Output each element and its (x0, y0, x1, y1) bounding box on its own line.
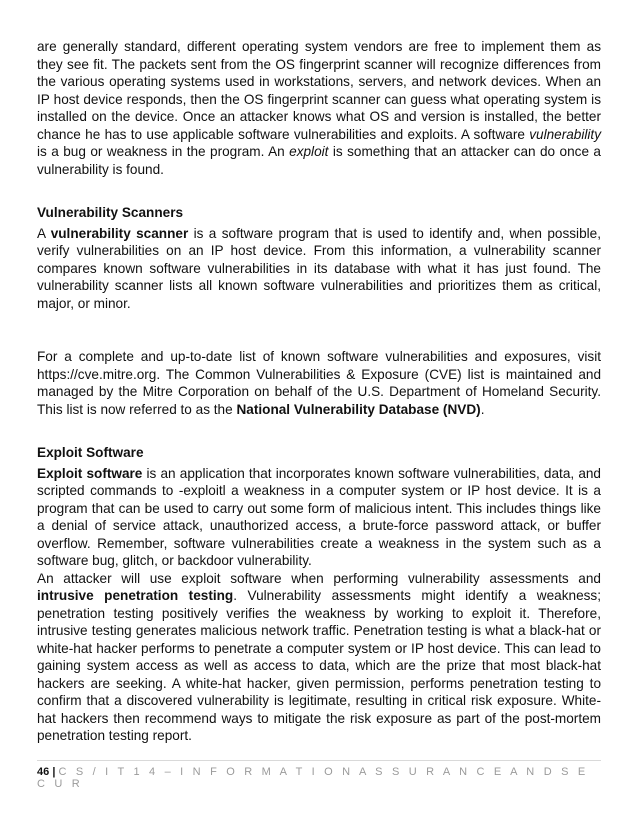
term-vulnerability: vulnerability (529, 126, 601, 142)
term-exploit: exploit (289, 144, 329, 159)
term-vulnerability-scanner: vulnerability scanner (50, 225, 189, 241)
section-heading-exploit-software: Exploit Software (37, 445, 144, 460)
section-heading-vulnerability-scanners: Vulnerability Scanners (37, 205, 184, 220)
page-number: 46 (37, 766, 50, 778)
cve-paragraph: For a complete and up-to-date list of known software vulnerabilities and exposures, visit https://cve.mitre.org. The Common Vulnerabilities & Exposure (CVE) list is maintained and managed by the Mitre Corporation on behalf of the U.S. Department of Homeland Security. This list is now referred to as the National Vulnerability Database (NVD). (37, 349, 601, 417)
penetration-testing-paragraph: An attacker will use exploit software when performing vulnerability assessments and intrusive penetration testing. Vulnerability assessments might identify a weakness; penetration testing positively verifies the weakness by working to exploit it. Therefore, intrusive testing generates malicious network traffic. Penetration testing is what a black-hat or white-hat hacker performs to penetrate a computer system or IP host device. This can lead to gaining system access as well as access to data, which are the prize that most black-hat hackers are seeking. A white-hat hacker, given permission, performs penetration testing to confirm that a discovered vulnerability is legitimate, resulting in critical risk exposure. White-hat hackers then recommend ways to mitigate the risk exposure as part of the post-mortem penetration testing report. (37, 570, 602, 743)
vulnerability-scanner-paragraph: A vulnerability scanner is a software program that is used to identify and, when possible, verify vulnerabilities on an IP host device. From this information, a vulnerability scanner compares known software vulnerabilities in its database with what it has just found. The vulnerability scanner lists all known software vulnerabilities and prioritizes them as critical, major, or minor. (37, 225, 601, 311)
intro-paragraph: are generally standard, different operating system vendors are free to implement them as they see fit. The packets sent from the OS fingerprint scanner will recognize differences from the various operating systems used in workstations, servers, and network devices. When an IP host device responds, then the OS fingerprint scanner can guess what operating system is installed on the device. Once an attacker knows what OS and version is installed, the better chance he has to use applicable software vulnerabilities and exploits. A software vulnerability is a bug or weakness in the program. An exploit is something that an attacker can do once a vulnerability is found. (37, 39, 601, 177)
page-footer (37, 760, 601, 790)
exploit-software-paragraph: Exploit software is an application that incorporates known software vulnerabilities, data, and scripted commands to -exploitl a weakness in a computer system or IP host device. It is a program that can be used to carry out some form of malicious intent. This includes things like a denial of service attack, unauthorized access, a brute-force password attack, or buffer overflow. Remember, software vulnerabilities create a weakness in the system such as a software bug, glitch, or backdoor vulnerability. (37, 465, 601, 568)
course-title: C S / I T 1 4 – I N F O R M A T I O N A S S U R A N C E A N D S E C U R (37, 766, 589, 790)
footer-separator: | (52, 766, 56, 778)
term-exploit-software: Exploit software (37, 465, 143, 481)
term-nvd: National Vulnerability Database (NVD) (236, 401, 481, 417)
document-page (37, 38, 601, 745)
term-intrusive-penetration-testing: intrusive penetration testing (37, 588, 234, 603)
